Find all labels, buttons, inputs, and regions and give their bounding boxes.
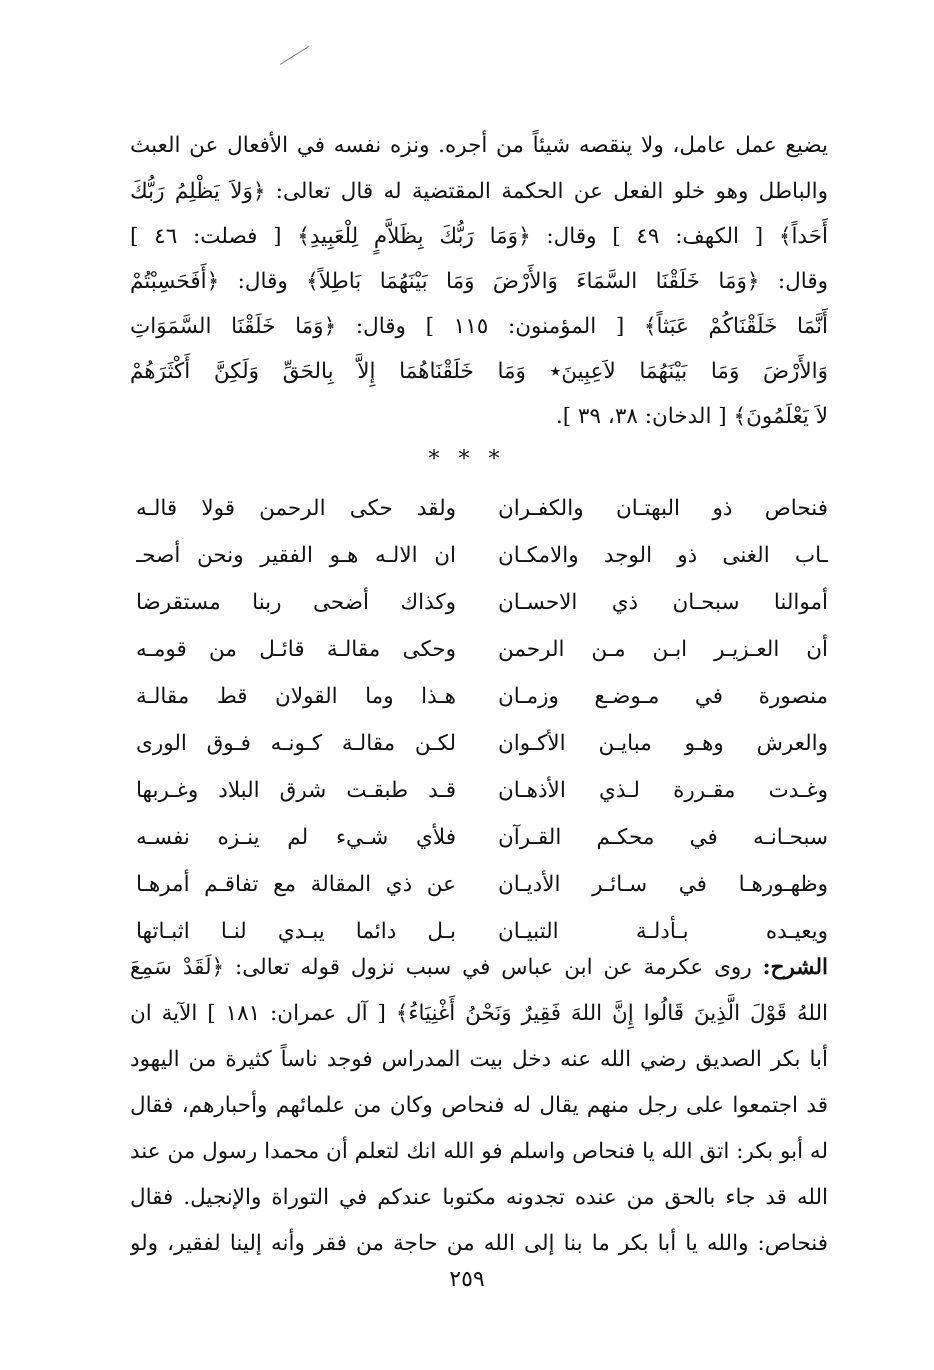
- commentary-heading: الشرح:: [762, 955, 828, 980]
- verse-first-hemistich: ولقد حكى الرحمن قولا قالـه: [136, 496, 456, 521]
- prose-line: لاَ يَعْلَمُونَ﴾ [ الدخان: ٣٨، ٣٩ ].: [555, 404, 828, 429]
- verse-second-hemistich: أن العـزيـر ابـن مـن الرحمن: [498, 637, 828, 662]
- verse-second-hemistich: ويعيـده بـأدلـة التبيـان: [498, 919, 828, 944]
- prose-line: أَحَداً﴾ [ الكهف: ٤٩ ] وقال: ﴿وَمَا رَبُّكَ بِظَلاَّمٍ لِلْعَبِيدِ﴾ [ فصلت: ٤٦ ]: [130, 224, 828, 249]
- commentary-line: أبا بكر الصديق رضي الله عنه دخل بيت المدراس فوجد ناساً كثيرة من اليهود: [130, 1047, 828, 1072]
- verse-first-hemistich: بـل دائما يبـدي لنـا اثبـاتها: [136, 919, 456, 944]
- commentary-line: فنحاص: والله يا أبا بكر ما بنا إلى الله من حاجة من فقر وأنه إلينا لفقير، ولو: [130, 1231, 828, 1256]
- prose-line: وَالأَرْضَ وَمَا بَيْنَهُمَا لاَعِبِينَ٭ وَمَا خَلَقْنَاهُمَا إِلاَّ بِالحَقِّ وَلَكِنَّ أَكْثَرَهُمْ: [130, 359, 828, 384]
- section-separator: * * *: [428, 447, 506, 472]
- verse-first-hemistich: وكذاك أضحى ربنا مستقرضا: [136, 590, 456, 615]
- prose-line: يضيع عمل عامل، ولا ينقصه شيئاً من أجره. ونزه نفسه في الأفعال عن العبث: [130, 133, 828, 158]
- verse-first-hemistich: وحكى مقالـة قائـل من قومـه: [136, 637, 456, 662]
- stray-pen-mark: [280, 46, 309, 65]
- verse-first-hemistich: لكـن مقالـة كـونـه فـوق الورى: [136, 731, 456, 756]
- verse-second-hemistich: فنحاص ذو البهتـان والكفـران: [498, 496, 828, 521]
- commentary-text: روى عكرمة عن ابن عباس في سبب نزول قوله تعالى: ﴿لَقَدْ سَمِعَ: [130, 955, 763, 980]
- verse-second-hemistich: والعرش وهـو مبايـن الأكـوان: [498, 731, 828, 756]
- commentary-line: [130, 946, 828, 990]
- verse-second-hemistich: منصورة في مـوضـع وزمـان: [498, 684, 828, 709]
- verse-second-hemistich: وغـدت مقـررة لـذي الأذهـان: [498, 778, 828, 803]
- prose-line: وقال: ﴿وَمَا خَلَقْنَا السَّمَاءَ وَالأَرْضَ وَمَا بَيْنَهُمَا بَاطِلاً﴾ وقال: ﴿أَفَحَسِبْتُمْ: [130, 269, 828, 294]
- prose-line: والباطل وهو خلو الفعل عن الحكمة المقتضية له قال تعالى: ﴿وَلاَ يَظْلِمُ رَبُّكَ: [130, 179, 828, 204]
- commentary-line: الله قد جاء بالحق من عنده تجدونه مكتوبا عندكم في التوراة والإنجيل. فقال: [130, 1185, 828, 1210]
- prose-line: أَنَّمَا خَلَقْنَاكُمْ عَبَثاً﴾ [ المؤمنون: ١١٥ ] وقال: ﴿وَمَا خَلَقْنَا السَّمَوَاتِ: [130, 314, 828, 339]
- commentary-line: له أبو بكر: اتق الله يا فنحاص واسلم فو الله انك لتعلم أن محمدا رسول من عند: [130, 1139, 828, 1164]
- verse-second-hemistich: سبحـانـه في محكـم القـرآن: [498, 825, 828, 850]
- verse-second-hemistich: وظهـورهـا في سـائـر الأديـان: [498, 872, 828, 897]
- commentary-line: قد اجتمعوا على رجل منهم يقال له فنحاص وكان من علمائهم وأحبارهم، فقال: [130, 1093, 828, 1118]
- page-number: ٢٥٩: [449, 1267, 485, 1292]
- verse-first-hemistich: فلأي شـيء لم ينـزه نفسـه: [136, 825, 456, 850]
- verse-second-hemistich: ـاب الغنى ذو الوجد والامكـان: [498, 543, 828, 568]
- verse-first-hemistich: ان الالـه هـو الفقير ونحن أصحـ: [136, 543, 456, 568]
- verse-second-hemistich: أموالنا سبحـان ذي الاحسـان: [498, 590, 828, 615]
- verse-first-hemistich: عن ذي المقالة مع تفاقـم أمرهـا: [136, 872, 456, 897]
- verse-first-hemistich: هـذا وما القولان قط مقالـة: [136, 684, 456, 709]
- commentary-line: اللهُ قَوْلَ الَّذِينَ قَالُوا إِنَّ اللهَ فَقِيرٌ وَنَحْنُ أَغْنِيَاءُ﴾ [ آل عمران: ١٨١ ] الآية ان: [130, 1001, 828, 1026]
- verse-first-hemistich: قـد طبقـت شرق البلاد وغـربها: [136, 778, 456, 803]
